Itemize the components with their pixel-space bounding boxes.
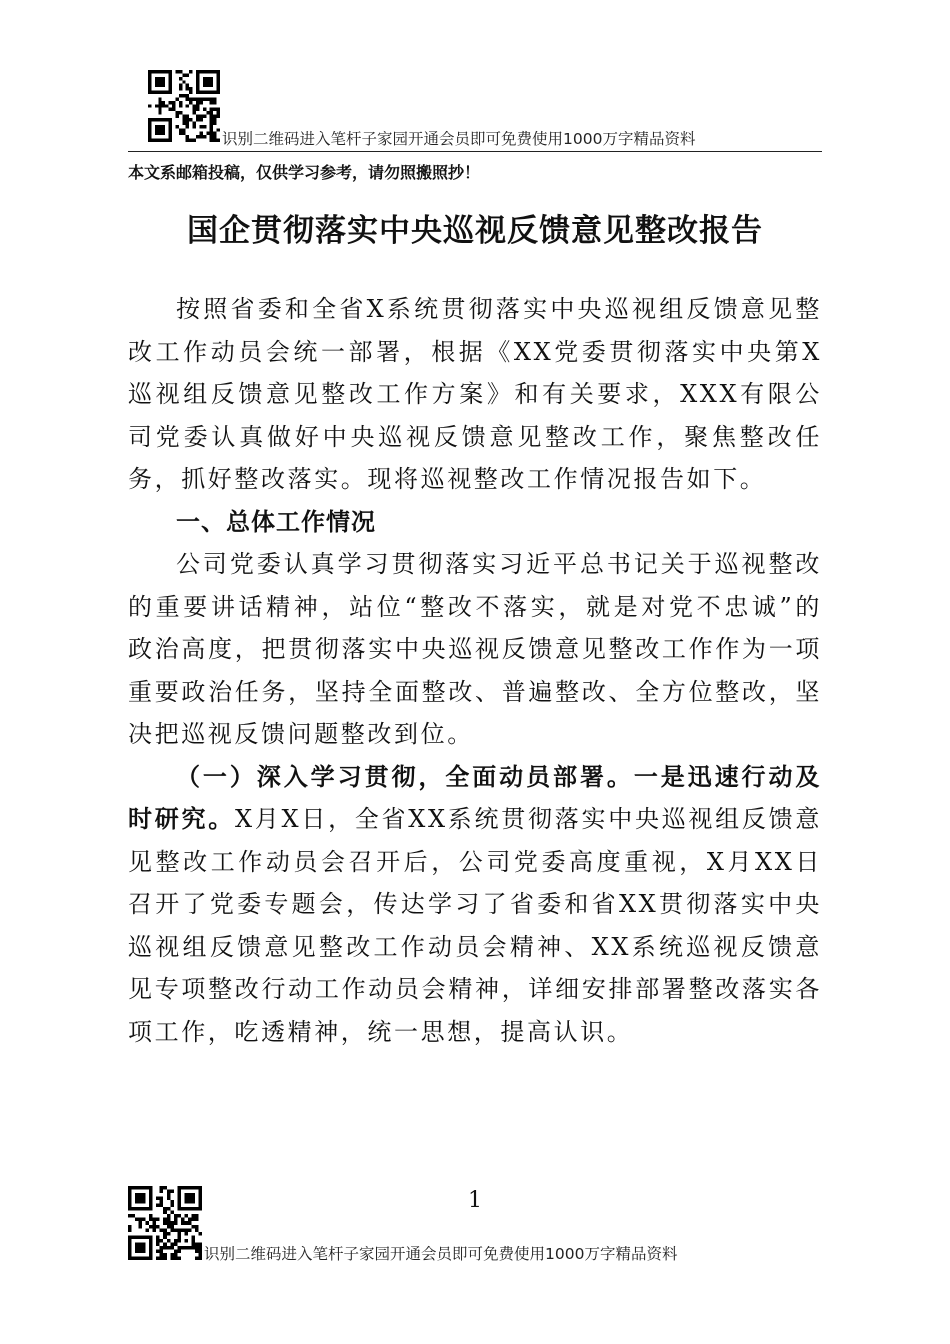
qr-code-icon[interactable] xyxy=(128,1186,202,1260)
header-divider xyxy=(128,151,822,152)
submission-notice: 本文系邮箱投稿，仅供学习参考，请勿照搬照抄！ xyxy=(128,163,481,182)
intro-paragraph: 按照省委和全省X系统贯彻落实中央巡视组反馈意见整改工作动员会统一部署，根据《XX党委贯彻落实中央第X巡视组反馈意见整改工作方案》和有关要求，XXX有限公司党委认真做好中央巡视反馈意见整改工作，聚焦整改任务，抓好整改落实。现将巡视整改工作情况报告如下。 xyxy=(128,295,822,493)
header-banner: 识别二维码进入笔杆子家园开通会员即可免费使用1000万字精品资料 xyxy=(222,130,696,148)
footer-banner: 识别二维码进入笔杆子家园开通会员即可免费使用1000万字精品资料 xyxy=(204,1245,678,1263)
subsection-paragraph xyxy=(128,756,822,1054)
subsection-text: X月X日，全省XX系统贯彻落实中央巡视组反馈意见整改工作动员会召开后，公司党委高度重视，X月XX日召开了党委专题会，传达学习了省委和省XX贯彻落实中央巡视组反馈意见整改工作动员会精神、XX系统巡视反馈意见专项整改行动工作动员会精神，详细安排部署整改落实各项工作，吃透精神，统一思想，提高认识。 xyxy=(128,805,822,1046)
document-title: 国企贯彻落实中央巡视反馈意见整改报告 xyxy=(187,212,763,249)
section-paragraph: 公司党委认真学习贯彻落实习近平总书记关于巡视整改的重要讲话精神，站位“整改不落实，就是对党不忠诚”的政治高度，把贯彻落实中央巡视反馈意见整改工作作为一项重要政治任务，坚持全面整改、普遍整改、全方位整改，坚决把巡视反馈问题整改到位。 xyxy=(128,550,822,748)
document-body xyxy=(128,288,822,1053)
subsection-lead: （一）深入学习贯彻，全面动员部署。 xyxy=(176,761,634,791)
subsection-highlight: 一是迅速行动及时研究。 xyxy=(128,761,822,833)
section-heading: 一、总体工作情况 xyxy=(176,507,376,536)
qr-code-icon[interactable] xyxy=(148,70,220,142)
page-number: 1 xyxy=(468,1188,482,1213)
